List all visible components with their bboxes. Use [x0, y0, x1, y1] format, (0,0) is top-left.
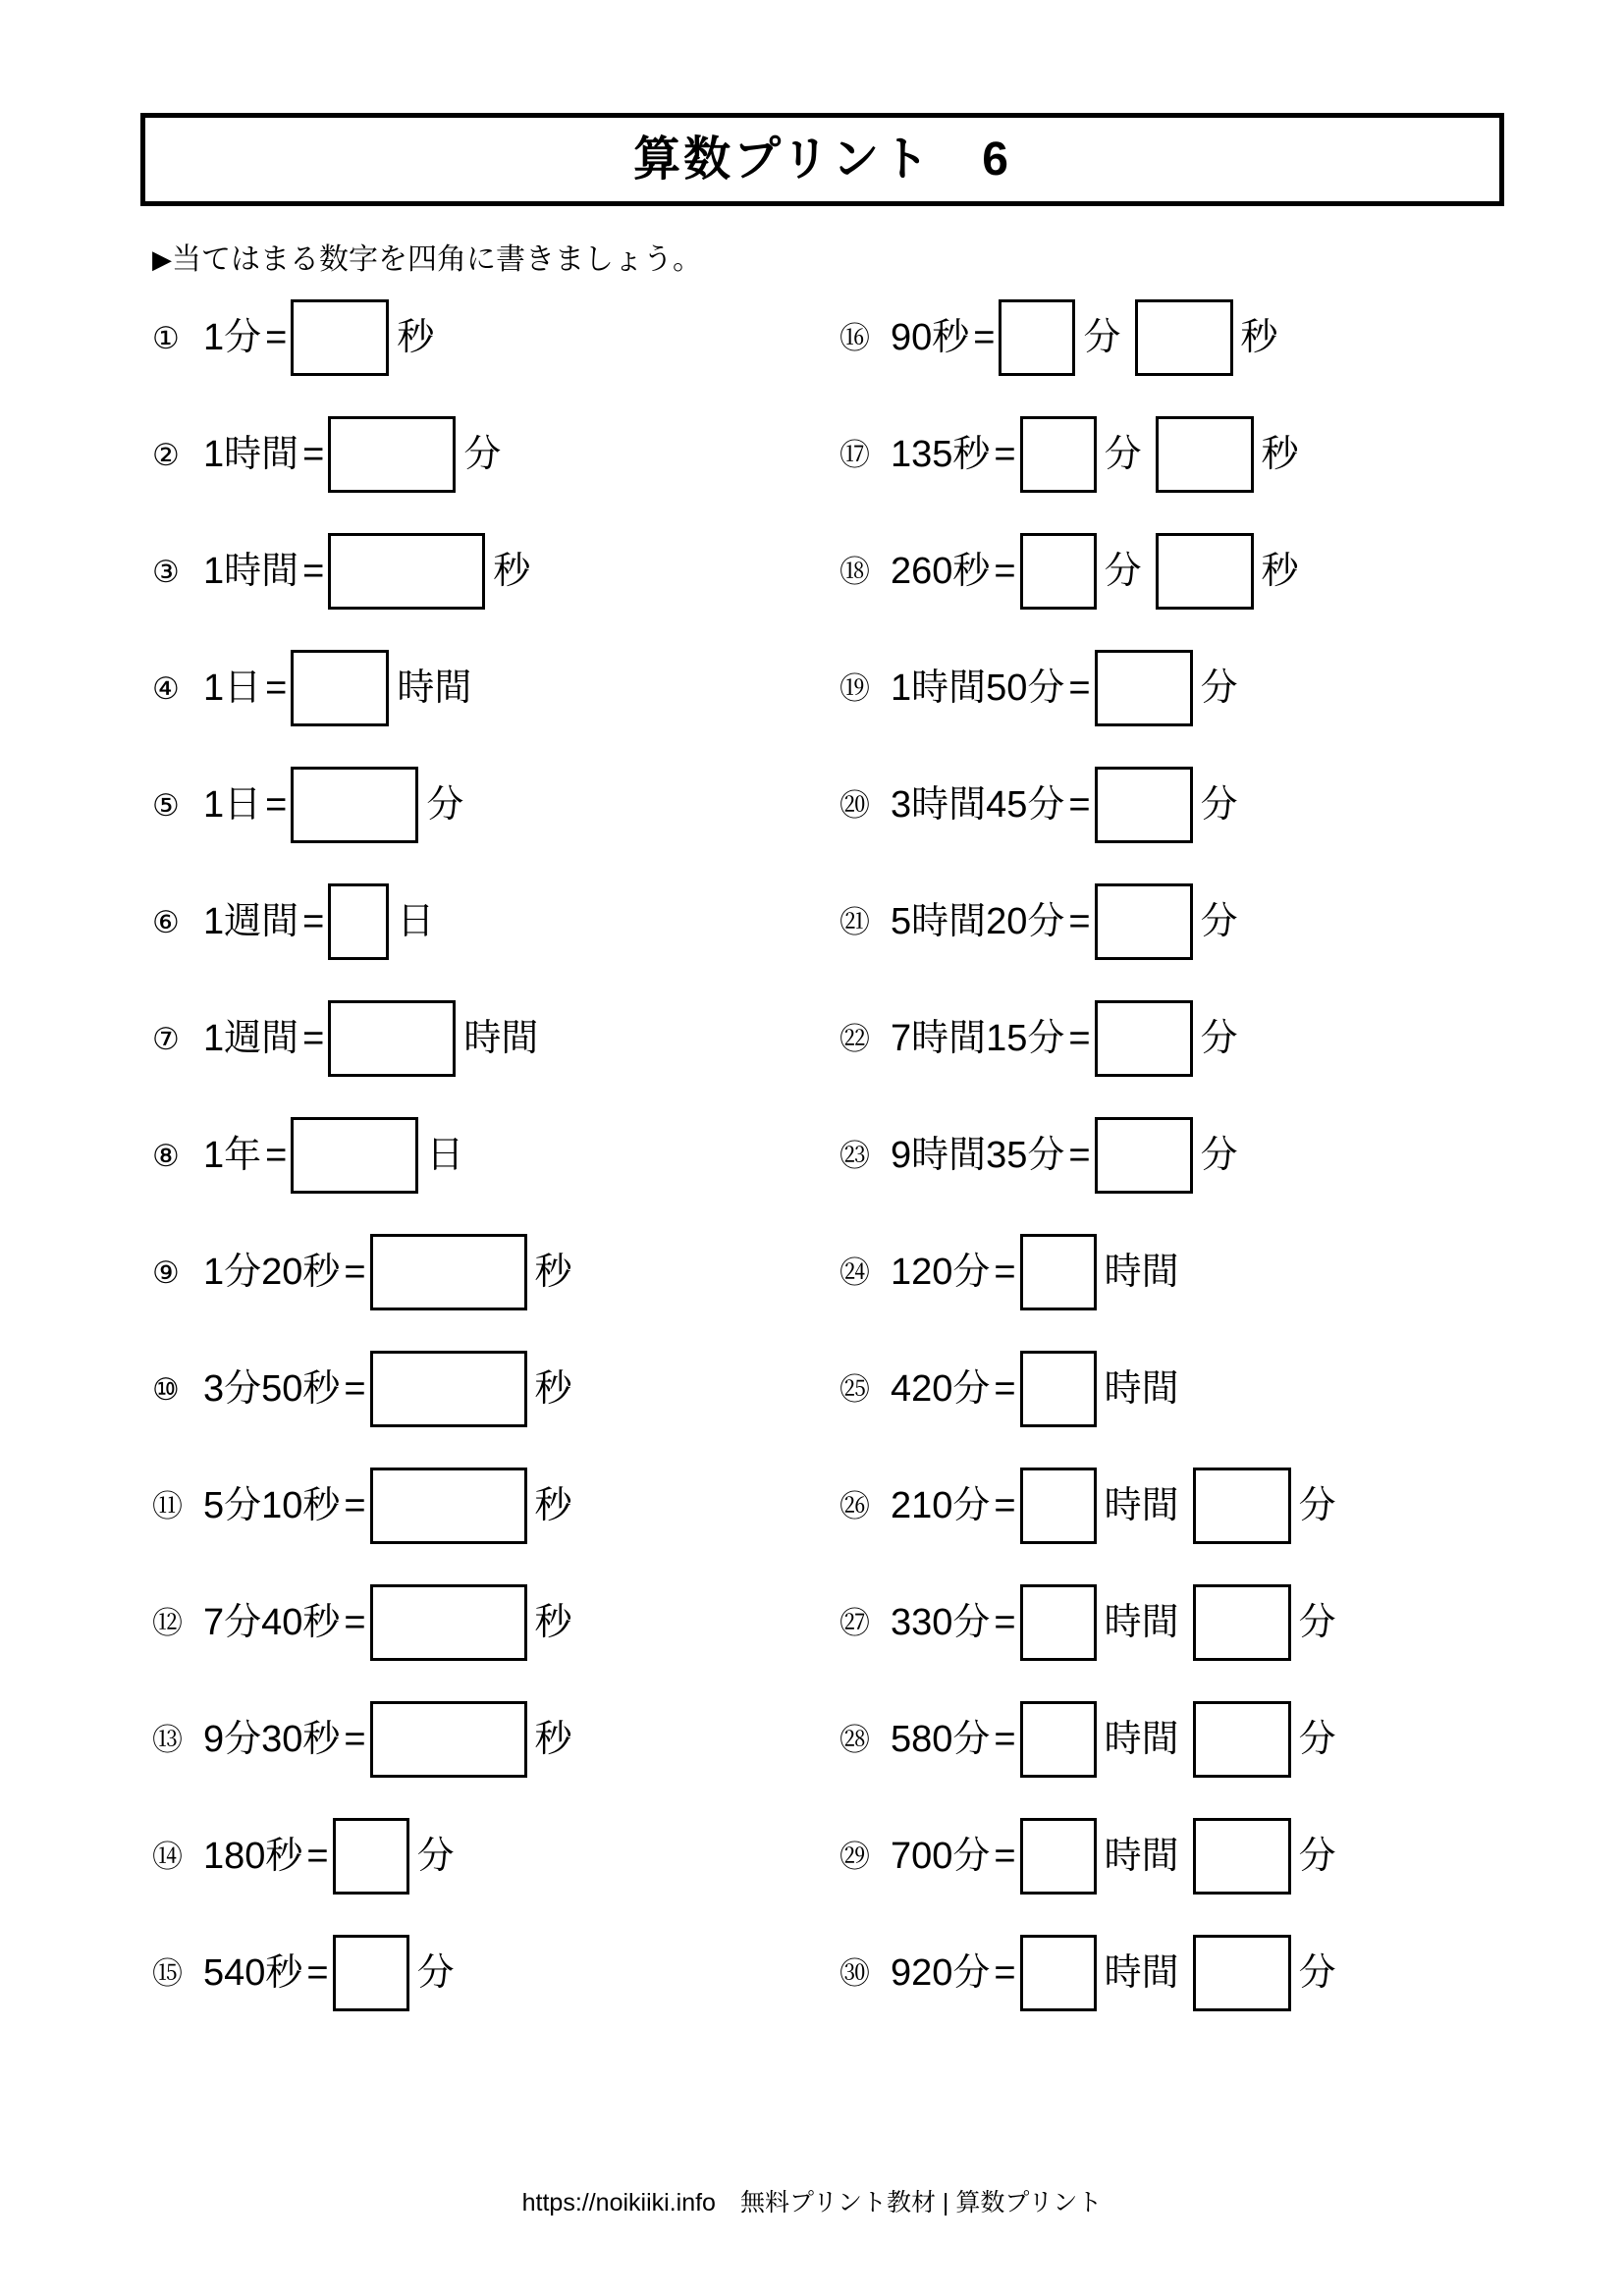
problem-expression: 1年 — [203, 1135, 262, 1176]
unit-label: 時間 — [1104, 1252, 1179, 1293]
answer-box[interactable] — [328, 416, 456, 493]
unit-label: 分 — [1104, 551, 1142, 592]
answer-box[interactable] — [328, 883, 389, 960]
problem-row — [152, 1346, 572, 1432]
problem-number: ⑬ — [152, 1722, 183, 1757]
problem-row — [839, 645, 1238, 731]
equals-sign: = — [1068, 1135, 1091, 1176]
problem-number: ㉑ — [839, 904, 870, 939]
problem-row — [839, 879, 1238, 965]
equals-sign: = — [344, 1719, 366, 1760]
problem-expression: 1時間50分 — [891, 667, 1065, 709]
problem-number: ㉖ — [839, 1488, 870, 1523]
problem-expression: 1分 — [203, 317, 262, 358]
unit-label: 分 — [1298, 1719, 1336, 1760]
equals-sign: = — [994, 434, 1016, 475]
equals-sign: = — [265, 784, 288, 826]
problem-row — [152, 1696, 572, 1783]
unit-label: 秒 — [534, 1485, 572, 1526]
problem-number: ④ — [152, 670, 180, 706]
answer-box[interactable] — [1020, 416, 1097, 493]
answer-box[interactable] — [1020, 1234, 1097, 1310]
problem-row — [839, 1579, 1336, 1666]
equals-sign: = — [1068, 901, 1091, 942]
answer-box[interactable] — [1020, 1468, 1097, 1544]
problem-row — [839, 1696, 1336, 1783]
unit-label: 秒 — [1240, 317, 1278, 358]
problem-number: ⑧ — [152, 1138, 180, 1173]
unit-label: 時間 — [1104, 1836, 1179, 1877]
problem-row — [152, 645, 471, 731]
problem-expression: 1分20秒 — [203, 1252, 341, 1293]
unit-label: 秒 — [534, 1719, 572, 1760]
unit-label: 時間 — [1104, 1602, 1179, 1643]
equals-sign: = — [994, 1252, 1016, 1293]
page-title: 算数プリント 6 — [633, 133, 1011, 186]
unit-label: 秒 — [534, 1252, 572, 1293]
answer-box[interactable] — [291, 299, 389, 376]
problem-number: ㉗ — [839, 1605, 870, 1640]
problem-expression: 580分 — [891, 1719, 991, 1760]
equals-sign: = — [306, 1952, 329, 1994]
problem-row — [839, 411, 1299, 498]
problem-expression: 180秒 — [203, 1836, 303, 1877]
instruction-text: 当てはまる数字を四角に書きましょう。 — [172, 243, 702, 276]
problem-expression: 700分 — [891, 1836, 991, 1877]
equals-sign: = — [1068, 667, 1091, 709]
problem-row — [152, 1930, 455, 2016]
problem-number: ㉕ — [839, 1371, 870, 1407]
unit-label: 日 — [397, 901, 435, 942]
problem-number: ① — [152, 320, 180, 355]
unit-label: 分 — [1104, 434, 1142, 475]
unit-label: 秒 — [397, 317, 435, 358]
problem-expression: 7分40秒 — [203, 1602, 341, 1643]
answer-box[interactable] — [1193, 1584, 1291, 1661]
equals-sign: = — [344, 1485, 366, 1526]
instruction-line — [152, 245, 702, 275]
problem-expression: 3時間45分 — [891, 784, 1065, 826]
problem-row — [839, 528, 1299, 614]
unit-label: 時間 — [1104, 1368, 1179, 1410]
problem-expression: 210分 — [891, 1485, 991, 1526]
problem-number: ㉚ — [839, 1955, 870, 1991]
unit-label: 秒 — [493, 551, 531, 592]
problem-row — [152, 1463, 572, 1549]
answer-box[interactable] — [370, 1351, 527, 1427]
problem-row — [839, 1463, 1336, 1549]
problem-expression: 1時間 — [203, 434, 299, 475]
answer-box[interactable] — [1095, 1000, 1193, 1077]
unit-label: 秒 — [1261, 551, 1299, 592]
unit-label: 分 — [1200, 901, 1238, 942]
equals-sign: = — [302, 1018, 325, 1059]
problem-row — [152, 995, 538, 1082]
equals-sign: = — [994, 1836, 1016, 1877]
answer-box[interactable] — [1193, 1935, 1291, 2011]
problem-expression: 5分10秒 — [203, 1485, 341, 1526]
problem-number: ⑰ — [839, 437, 870, 472]
unit-label: 分 — [463, 434, 502, 475]
unit-label: 秒 — [534, 1368, 572, 1410]
equals-sign: = — [1068, 784, 1091, 826]
problem-expression: 1週間 — [203, 1018, 299, 1059]
problem-number: ⑨ — [152, 1255, 180, 1290]
problem-expression: 3分50秒 — [203, 1368, 341, 1410]
problem-row — [152, 411, 501, 498]
problem-expression: 420分 — [891, 1368, 991, 1410]
answer-box[interactable] — [1193, 1701, 1291, 1778]
unit-label: 時間 — [1104, 1485, 1179, 1526]
problem-number: ㉔ — [839, 1255, 870, 1290]
equals-sign: = — [265, 667, 288, 709]
problem-number: ⑪ — [152, 1488, 183, 1523]
problem-number: ㉓ — [839, 1138, 870, 1173]
problem-row — [839, 1813, 1336, 1899]
equals-sign: = — [994, 551, 1016, 592]
problem-expression: 120分 — [891, 1252, 991, 1293]
problem-row — [839, 294, 1278, 381]
answer-box[interactable] — [1020, 533, 1097, 610]
equals-sign: = — [344, 1252, 366, 1293]
unit-label: 分 — [1298, 1602, 1336, 1643]
problem-row — [152, 294, 434, 381]
answer-box[interactable] — [1135, 299, 1233, 376]
problem-number: ⑱ — [839, 554, 870, 589]
problem-number: ⑳ — [839, 787, 870, 823]
triangle-bullet-icon: ▶ — [152, 244, 172, 274]
problem-expression: 540秒 — [203, 1952, 303, 1994]
problem-expression: 90秒 — [891, 317, 970, 358]
answer-box[interactable] — [1020, 1818, 1097, 1895]
answer-box[interactable] — [1156, 533, 1254, 610]
problem-row — [152, 879, 434, 965]
problem-number: ② — [152, 437, 180, 472]
unit-label: 分 — [1200, 1135, 1238, 1176]
answer-box[interactable] — [1020, 1701, 1097, 1778]
problem-expression: 9分30秒 — [203, 1719, 341, 1760]
unit-label: 分 — [1200, 784, 1238, 826]
equals-sign: = — [265, 1135, 288, 1176]
answer-box[interactable] — [1193, 1468, 1291, 1544]
equals-sign: = — [302, 901, 325, 942]
problem-number: ③ — [152, 554, 180, 589]
problem-number: ⑯ — [839, 320, 870, 355]
answer-box[interactable] — [1095, 883, 1193, 960]
equals-sign: = — [344, 1368, 366, 1410]
problem-row — [839, 1112, 1238, 1199]
problem-number: ㉘ — [839, 1722, 870, 1757]
footer-text: https://noikiiki.info 無料プリント教材 | 算数プリント — [521, 2189, 1103, 2216]
equals-sign: = — [302, 551, 325, 592]
problem-expression: 9時間35分 — [891, 1135, 1065, 1176]
answer-box[interactable] — [999, 299, 1075, 376]
equals-sign: = — [306, 1836, 329, 1877]
answer-box[interactable] — [1020, 1351, 1097, 1427]
problem-number: ⑫ — [152, 1605, 183, 1640]
problem-expression: 1週間 — [203, 901, 299, 942]
problem-expression: 1時間 — [203, 551, 299, 592]
equals-sign: = — [994, 1602, 1016, 1643]
problem-row — [839, 1930, 1336, 2016]
unit-label: 分 — [1083, 317, 1121, 358]
problem-number: ⑥ — [152, 904, 180, 939]
equals-sign: = — [973, 317, 996, 358]
problem-number: ⑤ — [152, 787, 180, 823]
problem-number: ⑦ — [152, 1021, 180, 1056]
unit-label: 分 — [416, 1952, 455, 1994]
answer-box[interactable] — [1095, 767, 1193, 843]
problem-row — [839, 762, 1238, 848]
answer-box[interactable] — [328, 533, 485, 610]
unit-label: 時間 — [1104, 1719, 1179, 1760]
equals-sign: = — [265, 317, 288, 358]
answer-box[interactable] — [1095, 1117, 1193, 1194]
problem-row — [152, 1579, 572, 1666]
answer-box[interactable] — [1020, 1935, 1097, 2011]
equals-sign: = — [994, 1368, 1016, 1410]
unit-label: 時間 — [463, 1018, 539, 1059]
answer-box[interactable] — [1095, 650, 1193, 726]
equals-sign: = — [344, 1602, 366, 1643]
answer-box[interactable] — [1020, 1584, 1097, 1661]
unit-label: 分 — [1200, 667, 1238, 709]
problem-number: ⑩ — [152, 1371, 180, 1407]
problem-expression: 260秒 — [891, 551, 991, 592]
problem-number: ⑭ — [152, 1839, 183, 1874]
unit-label: 秒 — [1261, 434, 1299, 475]
unit-label: 分 — [426, 784, 464, 826]
problem-row — [152, 1813, 455, 1899]
problem-row — [839, 1229, 1179, 1315]
answer-box[interactable] — [291, 767, 418, 843]
problem-expression: 1日 — [203, 784, 262, 826]
problem-expression: 135秒 — [891, 434, 991, 475]
unit-label: 分 — [1298, 1836, 1336, 1877]
problem-number: ㉒ — [839, 1021, 870, 1056]
title-box — [140, 113, 1504, 206]
problem-expression: 1日 — [203, 667, 262, 709]
equals-sign: = — [1068, 1018, 1091, 1059]
equals-sign: = — [994, 1719, 1016, 1760]
problem-row — [152, 1112, 463, 1199]
answer-box[interactable] — [291, 650, 389, 726]
unit-label: 時間 — [1104, 1952, 1179, 1994]
unit-label: 時間 — [397, 667, 472, 709]
problem-expression: 920分 — [891, 1952, 991, 1994]
problem-row — [152, 528, 530, 614]
problem-number: ㉙ — [839, 1839, 870, 1874]
unit-label: 秒 — [534, 1602, 572, 1643]
answer-box[interactable] — [328, 1000, 456, 1077]
answer-box[interactable] — [370, 1468, 527, 1544]
unit-label: 日 — [426, 1135, 464, 1176]
problem-row — [839, 995, 1238, 1082]
problem-expression: 5時間20分 — [891, 901, 1065, 942]
problem-number: ⑮ — [152, 1955, 183, 1991]
problem-row — [152, 1229, 572, 1315]
answer-box[interactable] — [370, 1234, 527, 1310]
answer-box[interactable] — [370, 1584, 527, 1661]
equals-sign: = — [994, 1952, 1016, 1994]
unit-label: 分 — [1298, 1485, 1336, 1526]
answer-box[interactable] — [333, 1818, 409, 1895]
unit-label: 分 — [1200, 1018, 1238, 1059]
answer-box[interactable] — [1156, 416, 1254, 493]
problem-expression: 330分 — [891, 1602, 991, 1643]
unit-label: 分 — [1298, 1952, 1336, 1994]
problem-expression: 7時間15分 — [891, 1018, 1065, 1059]
answer-box[interactable] — [1193, 1818, 1291, 1895]
answer-box[interactable] — [333, 1935, 409, 2011]
unit-label: 分 — [416, 1836, 455, 1877]
equals-sign: = — [302, 434, 325, 475]
answer-box[interactable] — [370, 1701, 527, 1778]
problem-row — [839, 1346, 1179, 1432]
answer-box[interactable] — [291, 1117, 418, 1194]
problem-row — [152, 762, 463, 848]
equals-sign: = — [994, 1485, 1016, 1526]
problem-number: ⑲ — [839, 670, 870, 706]
